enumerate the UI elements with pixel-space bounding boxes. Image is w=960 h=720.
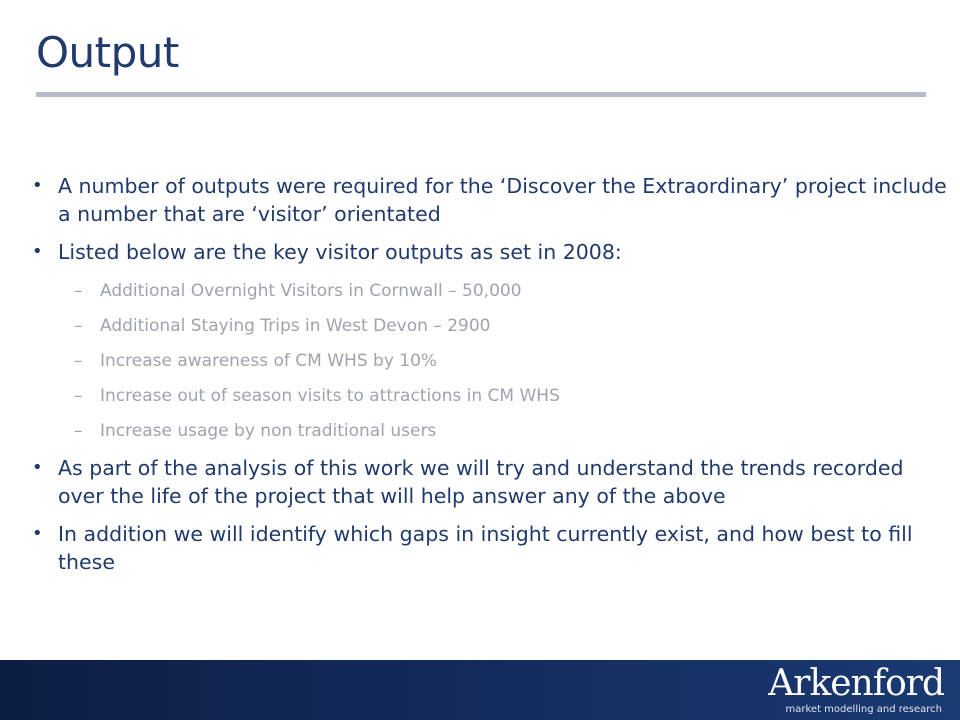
sub-bullet-text: Additional Staying Trips in West Devon – 2900 [100, 316, 491, 336]
sub-bullet-item [30, 315, 950, 337]
sub-bullet-text: Increase awareness of CM WHS by 10% [100, 351, 438, 371]
bullet-item [30, 454, 950, 510]
bullet-text: Listed below are the key visitor outputs as set in 2008: [58, 240, 622, 264]
sub-bullet-item [30, 420, 950, 442]
sub-bullet-text: Increase out of season visits to attractions in CM WHS [100, 386, 560, 406]
footer-bar [0, 660, 960, 720]
bullet-item [30, 238, 950, 266]
sub-bullet-text: Additional Overnight Visitors in Cornwall – 50,000 [100, 281, 522, 301]
bullet-text: As part of the analysis of this work we will try and understand the trends recorded over the life of the project that will help answer any of the above [58, 456, 904, 508]
bullet-icon: • [32, 523, 43, 544]
sub-bullet-item [30, 385, 950, 407]
bullet-item [30, 520, 950, 576]
dash-icon: – [74, 281, 83, 301]
bullet-icon: • [32, 457, 43, 478]
arkenford-logo [762, 663, 944, 716]
logo-name: Arkenford [768, 663, 944, 704]
slide-content [30, 172, 950, 586]
sub-bullet-item [30, 350, 950, 372]
bullet-item [30, 172, 950, 228]
dash-icon: – [74, 351, 83, 371]
slide-title: Output [36, 28, 179, 77]
title-divider [36, 92, 926, 97]
bullet-icon: • [32, 175, 43, 196]
bullet-icon: • [32, 241, 43, 262]
dash-icon: – [74, 316, 83, 336]
bullet-text: In addition we will identify which gaps in insight currently exist, and how best to fill these [58, 522, 913, 574]
sub-bullet-text: Increase usage by non traditional users [100, 421, 437, 441]
dash-icon: – [74, 421, 83, 441]
logo-tagline: market modelling and research [785, 704, 942, 715]
sub-bullet-item [30, 280, 950, 302]
dash-icon: – [74, 386, 83, 406]
bullet-text: A number of outputs were required for the ‘Discover the Extraordinary’ project include a number that are ‘visitor’ orientated [58, 174, 947, 226]
